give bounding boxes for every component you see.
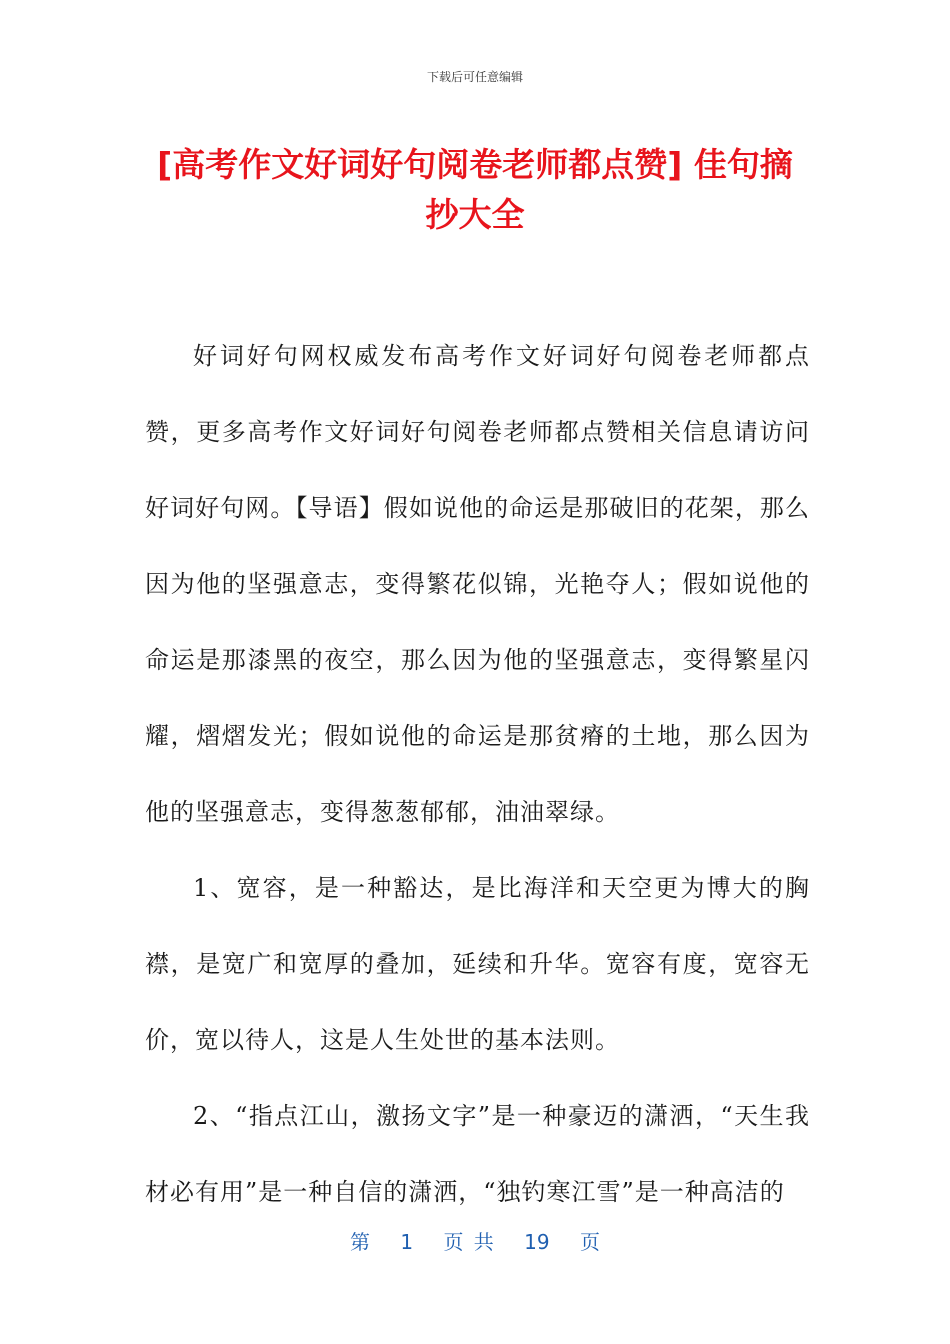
paragraph-intro: 好词好句网权威发布高考作文好词好句阅卷老师都点赞，更多高考作文好词好句阅卷老师都点赞相关信息请访问好词好句网。【导语】假如说他的命运是那破旧的花架，那么因为他的坚强意志，变得繁花似锦，光艳夺人；假如说他的命运是那漆黑的夜空，那么因为他的坚强意志，变得繁星闪耀，熠熠发光；假如说他的命运是那贫瘠的土地，那么因为他的坚强意志，变得葱葱郁郁，油油翠绿。 (145, 342, 810, 826)
footer-middle: 页 共 (443, 1230, 494, 1254)
document-body (145, 318, 810, 1230)
footer-page-number: 1 (400, 1230, 414, 1254)
paragraph-item-2: 2、“指点江山，激扬文字”是一种豪迈的潇洒，“天生我材必有用”是一种自信的潇洒，“独钓寒江雪”是一种高洁的 (145, 1102, 810, 1206)
page-footer (0, 1226, 950, 1255)
footer-suffix: 页 (579, 1230, 600, 1254)
page-title: [高考作文好词好句阅卷老师都点赞] 佳句摘抄大全 (157, 145, 793, 234)
paragraph-item-1: 1、宽容，是一种豁达，是比海洋和天空更为博大的胸襟，是宽广和宽厚的叠加，延续和升华。宽容有度，宽容无价，宽以待人，这是人生处世的基本法则。 (145, 874, 810, 1054)
footer-total-pages: 19 (524, 1230, 550, 1254)
header-note: 下载后可任意编辑 (426, 70, 523, 84)
footer-prefix: 第 (350, 1230, 370, 1254)
